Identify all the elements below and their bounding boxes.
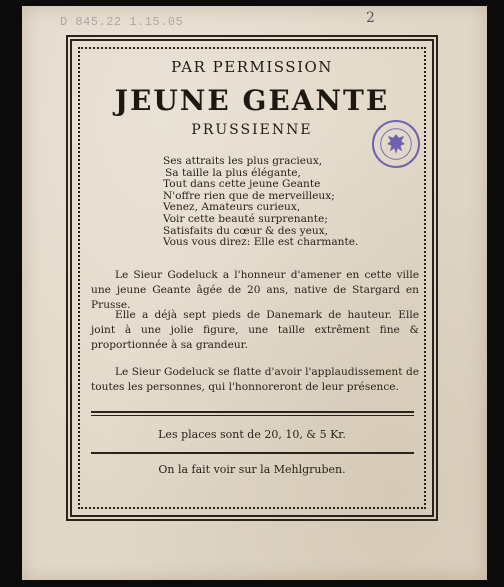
prices-line: Les places sont de 20, 10, & 5 Kr.	[158, 428, 346, 441]
poem-line: Satisfaits du cœur & des yeux,	[163, 224, 329, 237]
catalog-number: D 845.22 1.15.05	[60, 15, 184, 29]
divider-thick	[91, 411, 414, 413]
eagle-seal-icon	[378, 126, 414, 162]
divider-thin	[91, 415, 414, 416]
footer-location: On la fait voir sur la Mehlgruben.	[158, 463, 346, 476]
paragraph-invitation: Le Sieur Godeluck se flatte d'avoir l'applaudissement de toutes les personnes, qui l'honnoreront de leur présence.	[91, 366, 419, 393]
poem-line: Voir cette beauté surprenante;	[163, 212, 328, 225]
poem-line: Sa taille la plus élégante,	[165, 166, 301, 179]
title-small: PAR PERMISSION	[171, 58, 333, 76]
corner-mark: 2	[366, 10, 375, 26]
poem-line: N'offre rien que de merveilleux;	[163, 189, 335, 202]
library-stamp	[372, 120, 420, 168]
divider	[91, 452, 414, 454]
poem	[163, 156, 358, 249]
page-title: JEUNE GEANTE	[114, 84, 390, 117]
title-subtitle: PRUSSIENNE	[191, 122, 313, 138]
paragraph-description: Elle a déjà sept pieds de Danemark de hauteur. Elle joint à une jolie figure, une taille extrêment fine & proportionnée à sa grandeur.	[91, 309, 419, 351]
poem-line: Venez, Amateurs curieux,	[163, 201, 301, 214]
poem-line: Tout dans cette jeune Geante	[163, 178, 321, 191]
poem-line: Vous vous direz: Elle est charmante.	[163, 236, 359, 249]
poem-line: Ses attraits les plus gracieux,	[163, 155, 323, 167]
paragraph-intro: Le Sieur Godeluck a l'honneur d'amener en cette ville une jeune Geante âgée de 20 ans, native de Stargard en Prusse.	[91, 269, 419, 311]
